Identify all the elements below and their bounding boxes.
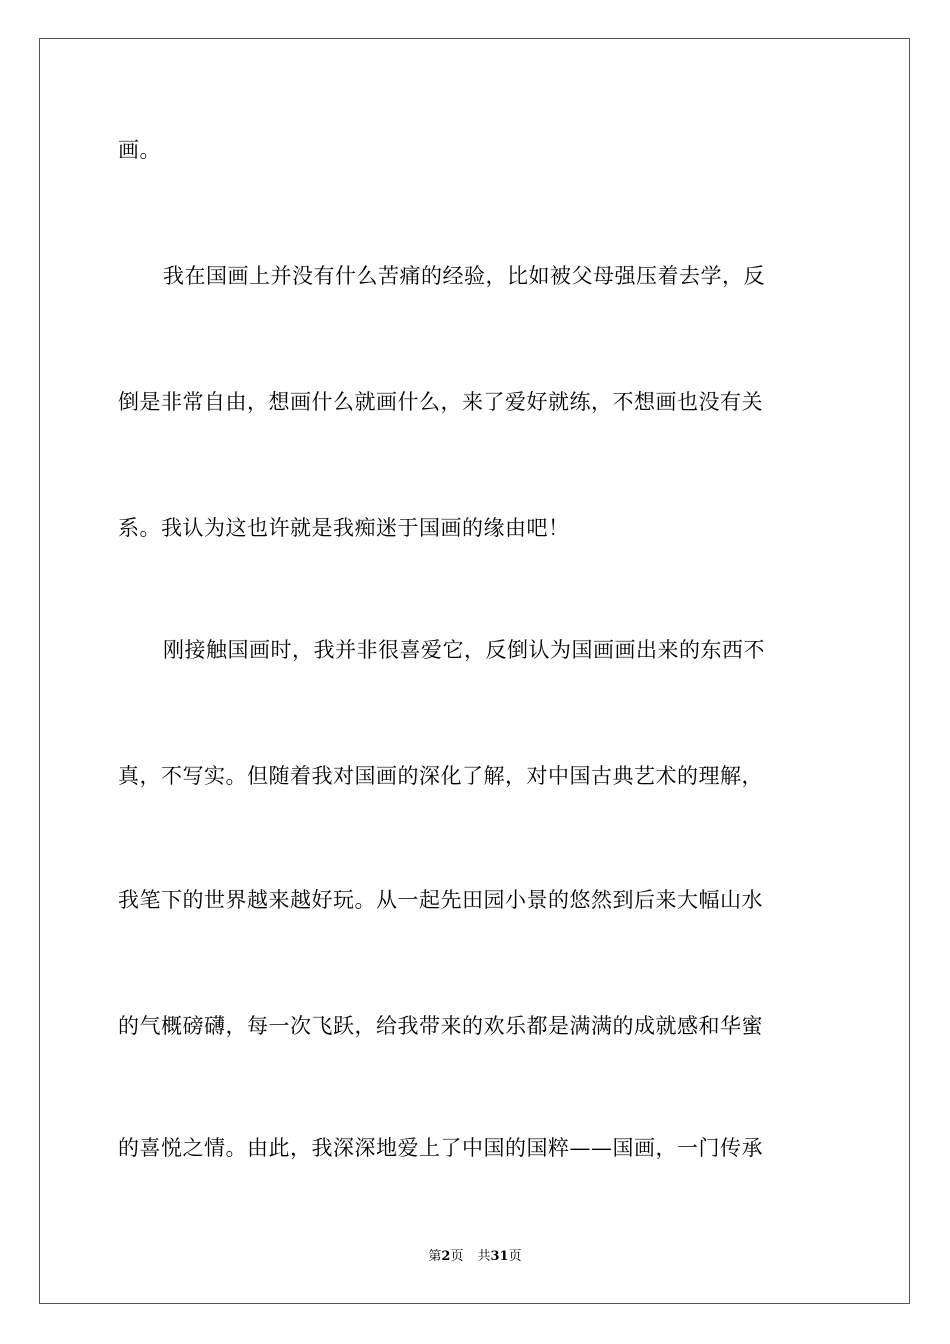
- text-line-8: 的气概磅礴，每一次飞跃，给我带来的欢乐都是满满的成就感和华蜜: [118, 1014, 763, 1038]
- page-prefix: 第: [428, 1249, 442, 1264]
- text-line-6: 真，不写实。但随着我对国画的深化了解，对中国古典艺术的理解，: [118, 764, 763, 788]
- text-line-1: 画。: [118, 138, 161, 162]
- text-line-3: 倒是非常自由，想画什么就画什么，来了爱好就练，不想画也没有关: [118, 390, 763, 414]
- total-suffix: 页: [508, 1249, 522, 1264]
- total-pages: 31: [490, 1249, 509, 1264]
- total-prefix: 共: [477, 1249, 491, 1264]
- page-suffix: 页: [450, 1249, 464, 1264]
- text-line-9: 的喜悦之情。由此，我深深地爱上了中国的国粹——国画，一门传承: [118, 1136, 763, 1160]
- text-line-2: 我在国画上并没有什么苦痛的经验，比如被父母强压着去学，反: [163, 264, 765, 288]
- page-footer: [0, 1248, 950, 1266]
- page-number: 2: [441, 1249, 451, 1264]
- text-line-5: 刚接触国画时，我并非很喜爱它，反倒认为国画画出来的东西不: [163, 638, 765, 662]
- text-line-7: 我笔下的世界越来越好玩。从一起先田园小景的悠然到后来大幅山水: [118, 888, 763, 912]
- text-line-4: 系。我认为这也许就是我痴迷于国画的缘由吧！: [118, 516, 570, 540]
- page-frame: [39, 38, 910, 1304]
